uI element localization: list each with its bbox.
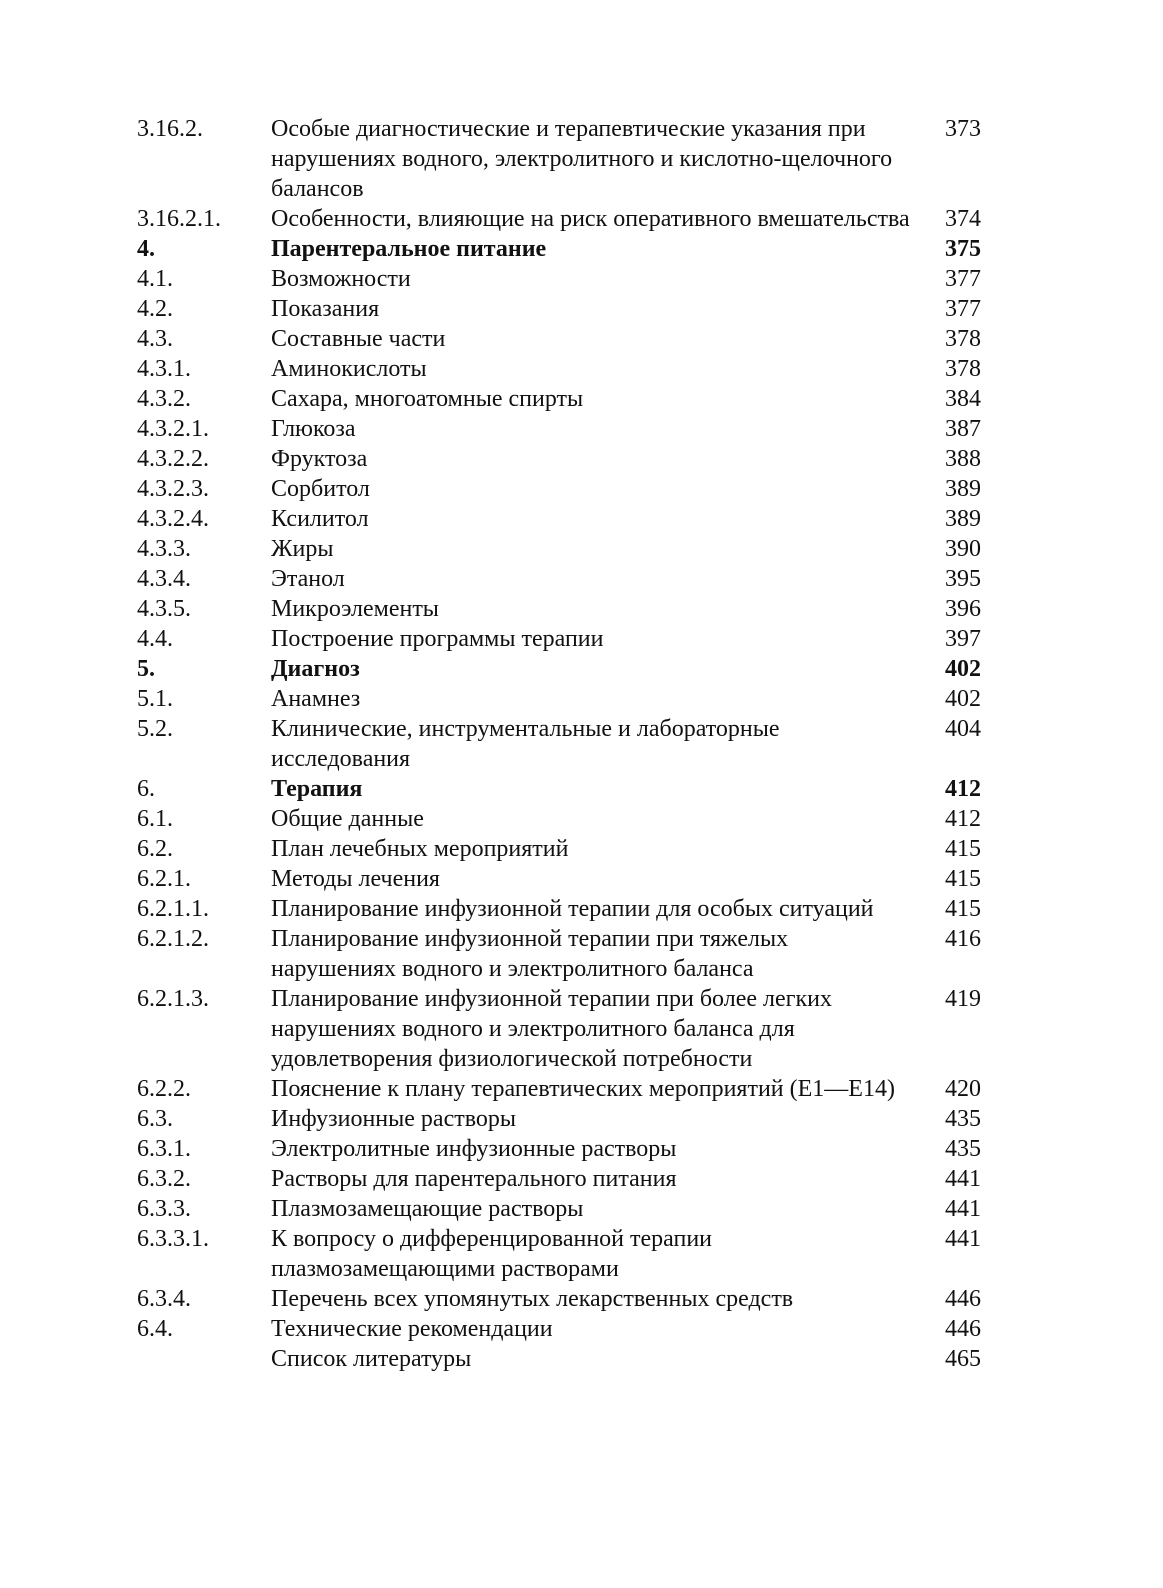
toc-entry: [137, 354, 987, 384]
toc-entry-page: 415: [945, 896, 981, 922]
toc-entry-number: 6.1.: [137, 806, 173, 832]
toc-entry: [137, 594, 987, 624]
toc-entry-number: 6.2.2.: [137, 1076, 191, 1102]
toc-entry-number: 6.3.: [137, 1106, 173, 1132]
toc-entry-title: Растворы для парентерального питания: [271, 1166, 677, 1192]
toc-entry-number: 6.2.1.: [137, 866, 191, 892]
toc-entry-title: Технические рекомендации: [271, 1316, 553, 1342]
toc-entry-number: 4.: [137, 236, 155, 262]
toc-entry: [137, 1164, 987, 1194]
toc-entry-page: 446: [945, 1286, 981, 1312]
toc-entry: [137, 1074, 987, 1104]
toc-entry: [137, 924, 987, 984]
toc-entry-number: 4.3.4.: [137, 566, 191, 592]
toc-entry-title: Электролитные инфузионные растворы: [271, 1136, 677, 1162]
toc-entry: [137, 1224, 987, 1284]
toc-entry-page: 416: [945, 926, 981, 952]
toc-entry: [137, 1314, 987, 1344]
toc-entry: [137, 294, 987, 324]
toc-entry-page: 377: [945, 296, 981, 322]
toc-entry-page: 465: [945, 1346, 981, 1372]
toc-entry: [137, 804, 987, 834]
toc-entry-number: 4.3.2.3.: [137, 476, 209, 502]
toc-entry-page: 397: [945, 626, 981, 652]
toc-entry-title: Диагноз: [271, 656, 360, 682]
toc-entry: [137, 474, 987, 504]
toc-entry-page: 435: [945, 1136, 981, 1162]
toc-entry-page: 375: [945, 236, 981, 262]
toc-entry-number: 4.2.: [137, 296, 173, 322]
toc-entry-number: 5.: [137, 656, 155, 682]
toc-entry-number: 4.3.2.4.: [137, 506, 209, 532]
toc-entry: [137, 894, 987, 924]
toc-entry-title: Построение программы терапии: [271, 626, 604, 652]
toc-entry-page: 402: [945, 656, 981, 682]
toc-entry: [137, 1284, 987, 1314]
toc-entry: [137, 324, 987, 354]
toc-entry-page: 435: [945, 1106, 981, 1132]
toc-entry-page: 388: [945, 446, 981, 472]
toc-entry-title: Глюкоза: [271, 416, 356, 442]
toc-entry-page: 404: [945, 716, 981, 742]
toc-entry-page: 420: [945, 1076, 981, 1102]
toc-entry-title: Особые диагностические и терапевтические указания при нарушениях водного, электролитного и кислотно-щелочного балансов: [271, 116, 893, 202]
toc-entry: [137, 444, 987, 474]
toc-entry-title: План лечебных мероприятий: [271, 836, 569, 862]
toc-entry-number: 4.3.: [137, 326, 173, 352]
toc-entry-page: 441: [945, 1166, 981, 1192]
toc-entry-title: Инфузионные растворы: [271, 1106, 517, 1132]
toc-entry: [137, 864, 987, 894]
toc-entry-title: Составные части: [271, 326, 446, 352]
toc-entry: [137, 534, 987, 564]
toc-entry-number: 4.3.5.: [137, 596, 191, 622]
toc-entry-number: 6.3.2.: [137, 1166, 191, 1192]
toc-entry-number: 6.3.4.: [137, 1286, 191, 1312]
toc-entry-page: 441: [945, 1226, 981, 1252]
toc-entry-page: 415: [945, 866, 981, 892]
toc-entry-page: 389: [945, 476, 981, 502]
toc-entry-page: 374: [945, 206, 981, 232]
toc-entry-number: 4.3.3.: [137, 536, 191, 562]
toc-entry: [137, 984, 987, 1074]
toc-entry: [137, 624, 987, 654]
toc-entry-number: 6.3.3.1.: [137, 1226, 209, 1252]
toc-entry-page: 390: [945, 536, 981, 562]
toc-entry-number: 6.2.: [137, 836, 173, 862]
toc-entry-title: Сахара, многоатомные спирты: [271, 386, 584, 412]
toc-entry-title: Плазмозамещающие растворы: [271, 1196, 584, 1222]
toc-entry-number: 4.3.1.: [137, 356, 191, 382]
toc-entry: [137, 1134, 987, 1164]
toc-entry-number: 4.3.2.2.: [137, 446, 209, 472]
toc-entry-title: Возможности: [271, 266, 411, 292]
toc-entry: [137, 1104, 987, 1134]
toc-entry-number: 4.1.: [137, 266, 173, 292]
toc-entry-number: 3.16.2.: [137, 116, 203, 142]
toc-entry-title: К вопросу о дифференцированной терапии плазмозамещающими растворами: [271, 1226, 713, 1282]
toc-entry: [137, 714, 987, 774]
toc-entry-page: 412: [945, 806, 981, 832]
toc-entry: [137, 204, 987, 234]
toc-entry: [137, 114, 987, 204]
toc-entry-title: Планирование инфузионной терапии для особых ситуаций: [271, 896, 874, 922]
toc-entry: [137, 414, 987, 444]
toc-entry-page: 402: [945, 686, 981, 712]
toc-entry-page: 387: [945, 416, 981, 442]
toc-entry-title: Терапия: [271, 776, 363, 802]
toc-entry: [137, 264, 987, 294]
toc-entry-number: 5.1.: [137, 686, 173, 712]
toc-entry-page: 373: [945, 116, 981, 142]
toc-entry-title: Клинические, инструментальные и лабораторные исследования: [271, 716, 780, 772]
toc-chapter-entry: [137, 774, 987, 804]
toc-entry-title: Список литературы: [271, 1346, 472, 1372]
toc-entry-title: Общие данные: [271, 806, 424, 832]
toc-entry-title: Этанол: [271, 566, 345, 592]
toc-entry-number: 6.2.1.2.: [137, 926, 209, 952]
toc-entry-number: 6.2.1.3.: [137, 986, 209, 1012]
toc-entry: [137, 384, 987, 414]
toc-entry: [137, 564, 987, 594]
toc-entry-number: 6.: [137, 776, 155, 802]
toc-entry-page: 395: [945, 566, 981, 592]
toc-entry-page: 378: [945, 356, 981, 382]
toc-entry-title: Анамнез: [271, 686, 361, 712]
toc-entry-number: 4.3.2.1.: [137, 416, 209, 442]
toc-entry-number: 6.3.1.: [137, 1136, 191, 1162]
toc-entry: [137, 1344, 987, 1374]
toc-entry-number: 6.3.3.: [137, 1196, 191, 1222]
toc-entry-number: 4.4.: [137, 626, 173, 652]
toc-entry-title: Жиры: [271, 536, 334, 562]
toc-entry-page: 415: [945, 836, 981, 862]
toc-entry: [137, 834, 987, 864]
toc-entry-title: Планирование инфузионной терапии при тяжелых нарушениях водного и электролитного баланса: [271, 926, 789, 982]
toc-entry: [137, 504, 987, 534]
toc-entry-title: Фруктоза: [271, 446, 368, 472]
toc-entry-page: 389: [945, 506, 981, 532]
toc-entry-page: 446: [945, 1316, 981, 1342]
toc-entry-page: 378: [945, 326, 981, 352]
toc-entry-title: Ксилитол: [271, 506, 369, 532]
toc-entry-number: 4.3.2.: [137, 386, 191, 412]
toc-entry-title: Перечень всех упомянутых лекарственных средств: [271, 1286, 794, 1312]
toc-chapter-entry: [137, 654, 987, 684]
toc-entry-title: Планирование инфузионной терапии при более легких нарушениях водного и электролитного баланса для удовлетворения физиологической потребности: [271, 986, 832, 1072]
toc-entry: [137, 1194, 987, 1224]
toc-entry-title: Парентеральное питание: [271, 236, 547, 262]
table-of-contents: [137, 114, 987, 1374]
toc-entry-page: 396: [945, 596, 981, 622]
toc-entry-page: 441: [945, 1196, 981, 1222]
toc-entry-number: 5.2.: [137, 716, 173, 742]
toc-entry-number: 6.2.1.1.: [137, 896, 209, 922]
toc-chapter-entry: [137, 234, 987, 264]
toc-entry-page: 377: [945, 266, 981, 292]
toc-entry-number: 3.16.2.1.: [137, 206, 221, 232]
toc-entry-title: Особенности, влияющие на риск оперативного вмешательства: [271, 206, 910, 232]
toc-entry-page: 419: [945, 986, 981, 1012]
toc-entry-title: Пояснение к плану терапевтических мероприятий (Е1—Е14): [271, 1076, 895, 1102]
toc-entry-page: 384: [945, 386, 981, 412]
toc-entry-page: 412: [945, 776, 981, 802]
toc-entry-title: Методы лечения: [271, 866, 440, 892]
toc-entry: [137, 684, 987, 714]
toc-entry-number: 6.4.: [137, 1316, 173, 1342]
toc-entry-title: Аминокислоты: [271, 356, 427, 382]
toc-entry-title: Показания: [271, 296, 380, 322]
toc-entry-title: Микроэлементы: [271, 596, 439, 622]
toc-entry-title: Сорбитол: [271, 476, 370, 502]
